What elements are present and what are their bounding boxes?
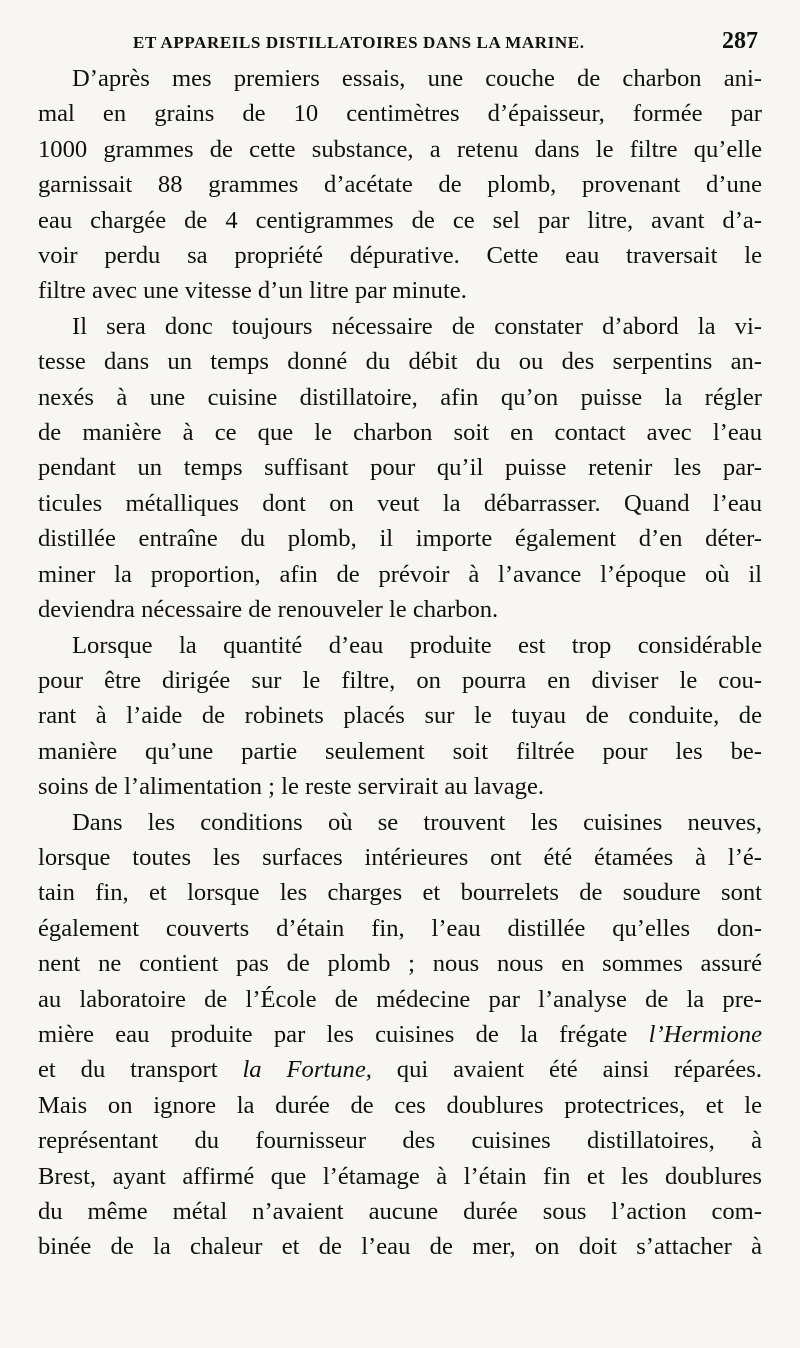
text-line: 1000 grammes de cette substance, a retenu dans le filtre qu’elle [38, 135, 762, 163]
running-title: ET APPAREILS DISTILLATOIRES DANS LA MARINE. [133, 33, 585, 52]
text-line: ticules métalliques dont on veut la débarrasser. Quand l’eau [38, 489, 762, 517]
text-line: représentant du fournisseur des cuisines distillatoires, à [38, 1127, 762, 1155]
text-fragment: et du transport [38, 1056, 218, 1084]
text-line: manière qu’une partie seulement soit filtrée pour les be- [38, 737, 762, 765]
text-line: mal en grains de 10 centimètres d’épaisseur, formée par [38, 100, 762, 128]
text-line: soins de l’alimentation ; le reste servirait au lavage. [38, 773, 545, 801]
text-line: de manière à ce que le charbon soit en contact avec l’eau [38, 419, 762, 447]
text-line: D’après mes premiers essais, une couche de charbon ani- [72, 65, 762, 92]
ship-name-hermione: l’Hermione [648, 1020, 762, 1048]
text-line: deviendra nécessaire de renouveler le charbon. [38, 596, 499, 624]
text-line: du même métal n’avaient aucune durée sous l’action com- [38, 1198, 762, 1225]
book-page [38, 28, 762, 1265]
text-line: lorsque toutes les surfaces intérieures ont été étamées à l’é- [38, 843, 762, 871]
text-line: Mais on ignore la durée de ces doublures protectrices, et le [38, 1091, 762, 1119]
paragraph-1 [38, 61, 762, 309]
paragraph-4 [38, 805, 762, 1265]
paragraph-2 [38, 309, 762, 628]
text-line: pendant un temps suffisant pour qu’il puisse retenir les par- [38, 454, 762, 482]
text-line: filtre avec une vitesse d’un litre par minute. [38, 277, 467, 305]
text-line: distillée entraîne du plomb, il importe également d’en déter- [38, 525, 762, 553]
text-line: rant à l’aide de robinets placés sur le tuyau de conduite, de [38, 702, 762, 730]
text-line: garnissait 88 grammes d’acétate de plomb, provenant d’une [38, 171, 762, 199]
text-line: tain fin, et lorsque les charges et bourrelets de soudure sont [38, 879, 762, 907]
text-line: au laboratoire de l’École de médecine par l’analyse de la pre- [38, 985, 762, 1013]
text-line: Il sera donc toujours nécessaire de constater d’abord la vi- [72, 312, 762, 340]
text-line: nexés à une cuisine distillatoire, afin qu’on puisse la régler [38, 383, 762, 411]
text-line: tesse dans un temps donné du débit du ou des serpentins an- [38, 348, 762, 376]
text-line: Dans les conditions où se trouvent les cuisines neuves, [72, 808, 762, 836]
text-line: voir perdu sa propriété dépurative. Cette eau traversait le [38, 242, 762, 270]
text-line: également couverts d’étain fin, l’eau distillée qu’elles don- [38, 914, 762, 942]
text-line: pour être dirigée sur le filtre, on pourra en diviser le cou- [38, 666, 762, 694]
text-line: miner la proportion, afin de prévoir à l’avance l’époque où il [38, 560, 762, 588]
text-line-with-italic [38, 1017, 762, 1052]
ship-name-fortune: la Fortune, [242, 1056, 372, 1084]
text-line: eau chargée de 4 centigrammes de ce sel par litre, avant d’a- [38, 206, 762, 234]
text-line: nent ne contient pas de plomb ; nous nous en sommes assuré [38, 950, 762, 978]
text-line: Lorsque la quantité d’eau produite est trop considérable [72, 631, 762, 659]
paragraph-3 [38, 628, 762, 805]
text-line-with-italic [38, 1052, 762, 1087]
text-line: binée de la chaleur et de l’eau de mer, on doit s’attacher à [38, 1233, 762, 1261]
text-fragment: qui avaient été ainsi réparées. [396, 1056, 762, 1084]
text-fragment: mière eau produite par les cuisines de la frégate [38, 1020, 628, 1048]
running-head [38, 28, 762, 55]
page-number: 287 [722, 28, 758, 54]
text-line: Brest, ayant affirmé que l’étamage à l’étain fin et les doublures [38, 1162, 762, 1190]
